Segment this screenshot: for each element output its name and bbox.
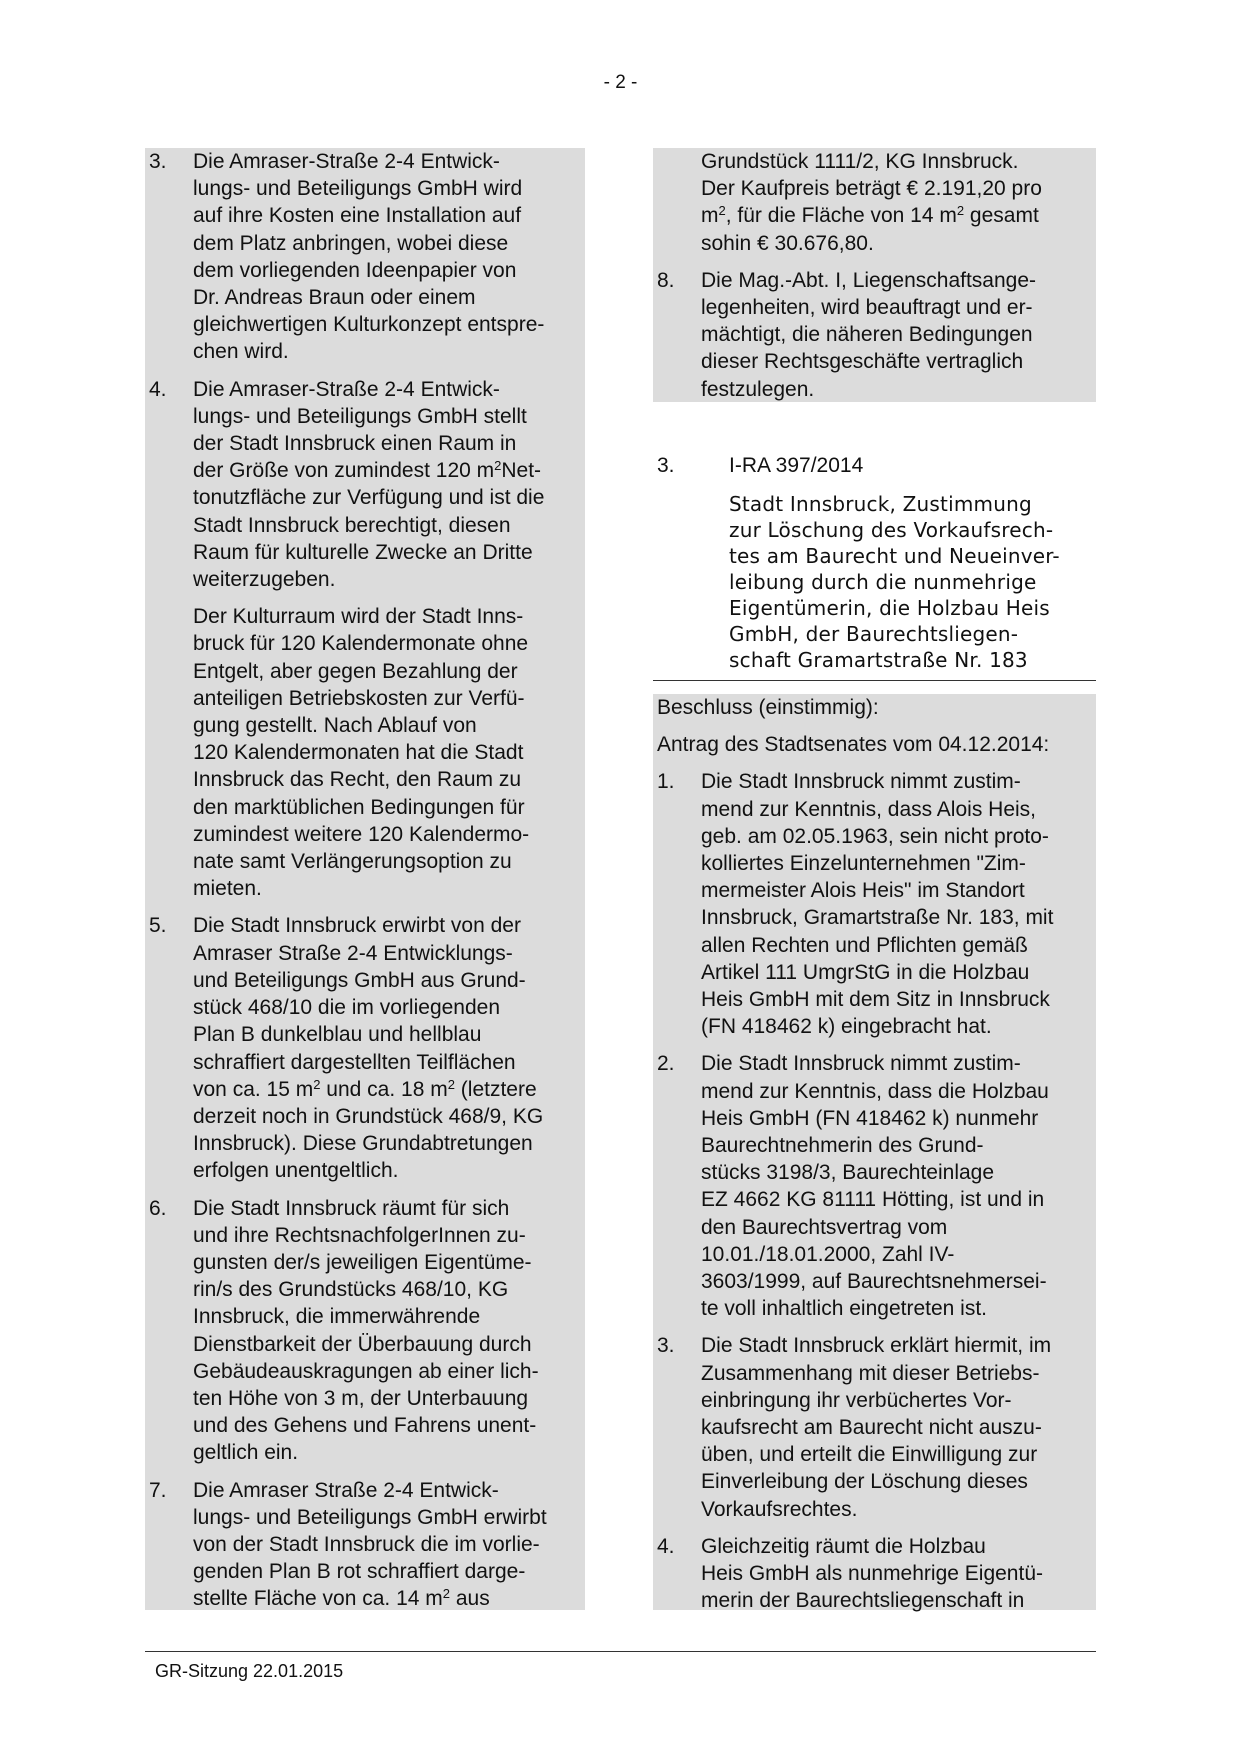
list-item <box>653 1533 1096 1615</box>
item-number: 2. <box>657 1052 675 1076</box>
list-item <box>145 1477 585 1613</box>
item-number: 6. <box>149 1196 167 1220</box>
item-number: 5. <box>149 914 167 938</box>
item-text: Die Stadt Innsbruck nimmt zustim- mend zur Kenntnis, dass Alois Heis, geb. am 02.05.1963, sein nicht proto- kolliertes Einzelunternehmen "Zim- mermeister Alois Heis" im Standort Innsbruck, Gramartstraße Nr. 183, mit allen Rechten und Pflichten gemäß Artikel 111 UmgrStG in die Holzbau Heis GmbH mit dem Sitz in Innsbruck (FN 418462 k) eingebracht hat. <box>701 770 1054 1039</box>
item-continuation: Grundstück 1111/2, KG Innsbruck. Der Kaufpreis beträgt € 2.191,20 pro $m^2$, für die Fläche von 14 $m^2$ gesamt sohin € 30.676,80. <box>701 150 1042 255</box>
item-number: 7. <box>149 1478 167 1502</box>
item-subparagraph: Der Kulturraum wird der Stadt Inns- bruck für 120 Kalendermonate ohne Entgelt, aber gegen Bezahlung der anteiligen Betriebskosten zur Verfü- gung gestellt. Nach Ablauf von 120 Kalendermonaten hat die Stadt Innsbruck das Recht, den Raum zu den marktüblichen Bedingungen für zumindest weitere 120 Kalendermo- nate samt Verlängerungsoption zu mieten. <box>193 605 530 901</box>
list-item <box>653 267 1096 403</box>
list-item <box>653 1050 1096 1322</box>
item-number: 8. <box>657 268 675 292</box>
item-number: 3. <box>149 150 167 173</box>
decision-label: Beschluss (einstimmig): <box>657 696 879 719</box>
list-item <box>145 148 585 366</box>
list-item <box>653 1332 1096 1522</box>
item-text: Die Stadt Innsbruck erklärt hiermit, im Zusammenhang mit dieser Betriebs- einbringung ihr verbüchertes Vor- kaufsrecht am Baurecht nicht auszu- üben, und erteilt die Einwilligung zur Einverleibung der Löschung dieses Vorkaufsrechtes. <box>701 1334 1052 1521</box>
list-item <box>145 912 585 1184</box>
item-text: Die Amraser-Straße 2-4 Entwick- lungs- und Beteiligungs GmbH stellt der Stadt Innsbruck einen Raum in der Größe von zumindest 120 $m^2Net-$ tonutzfläche zur Verfügung und ist die Stadt Innsbruck berechtigt, diesen Raum für kulturelle Zwecke an Dritte weiterzugeben. Der Kulturraum wird der Stadt Inns- bruck für 120 Kalendermonate ohne Entgelt, aber gegen Bezahlung der anteiligen Betriebskosten zur Verfü- gung gestellt. Nach Ablauf von 120 Kalendermonaten hat die Stadt Innsbruck das Recht, den Raum zu den marktüblichen Bedingungen für zumindest weitere 120 Kalendermo- nate samt Verlängerungsoption zu mieten. <box>193 376 585 903</box>
item-text: Gleichzeitig räumt die Holzbau Heis GmbH als nunmehrige Eigentü- merin der Baurechtsliegenschaft in <box>701 1534 1043 1613</box>
footer-divider <box>145 1651 1096 1652</box>
agenda-number: 3. <box>657 454 675 477</box>
right-column-continuation <box>653 148 1096 402</box>
motion-label: Antrag des Stadtsenates vom 04.12.2014: <box>657 733 1050 757</box>
item-number: 4. <box>657 1534 675 1558</box>
item-text: Die Mag.-Abt. I, Liegenschaftsange- legenheiten, wird beauftragt und er- mächtigt, die näheren Bedingungen dieser Rechtsgeschäfte vertraglich festzulegen. <box>701 268 1037 401</box>
list-item <box>145 1195 585 1467</box>
item-text: Die Stadt Innsbruck räumt für sich und ihre RechtsnachfolgerInnen zu- gunsten der/s jeweiligen Eigentüme- rin/s des Grundstücks 468/10, KG Innsbruck, die immerwährende Dienstbarkeit der Überbauung durch Gebäudeauskragungen ab einer lich- ten Höhe von 3 m, der Unterbauung und des Gehens und Fahrens unent- geltlich ein. <box>193 1196 539 1465</box>
item-number: 4. <box>149 377 167 401</box>
item-number: 1. <box>657 770 675 794</box>
left-column <box>145 148 585 1610</box>
list-item <box>653 768 1096 1040</box>
page-number: - 2 - <box>603 72 638 93</box>
agenda-reference: I-RA 397/2014 <box>729 454 864 477</box>
item-text: Die Amraser-Straße 2-4 Entwick- lungs- und Beteiligungs GmbH wird auf ihre Kosten eine Installation auf dem Platz anbringen, wobei diese dem vorliegenden Ideenpapier von Dr. Andreas Braun oder einem gleichwertigen Kulturkonzept entspre- chen wird. <box>193 150 545 364</box>
agenda-item-heading <box>653 452 1096 673</box>
item-number: 3. <box>657 1334 675 1358</box>
list-item <box>145 376 585 903</box>
item-text: Die Stadt Innsbruck erwirbt von der Amraser Straße 2-4 Entwicklungs- und Beteiligungs GmbH aus Grund- stück 468/10 die im vorliegenden Plan B dunkelblau und hellblau schraffiert dargestellten Teilflächen von ca. 15 $m^2$ und ca. 18 $m^2$ (letztere derzeit noch in Grundstück 468/9, KG Innsbruck). Diese Grundabtretungen erfolgen unentgeltlich. <box>193 914 544 1183</box>
heading-divider <box>653 680 1096 681</box>
footer-text: GR-Sitzung 22.01.2015 <box>155 1661 344 1681</box>
item-text: Die Stadt Innsbruck nimmt zustim- mend zur Kenntnis, dass die Holzbau Heis GmbH (FN 418462 k) nunmehr Baurechtnehmerin des Grund- stücks 3198/3, Baurechteinlage EZ 4662 KG 81111 Hötting, ist und in den Baurechtsvertrag vom 10.01./18.01.2000, Zahl IV- 3603/1999, auf Baurechtsnehmersei- te voll inhaltlich eingetreten ist. <box>701 1052 1049 1321</box>
item-text: Die Amraser Straße 2-4 Entwick- lungs- und Beteiligungs GmbH erwirbt von der Stadt Innsbruck die im vorlie- genden Plan B rot schraffiert darge- stellte Fläche von ca. 14 $m^2$ aus <box>193 1478 547 1611</box>
agenda-title: Stadt Innsbruck, Zustimmung zur Löschung des Vorkaufsrech- tes am Baurecht und Neueinver- leibung durch die nunmehrige Eigentümerin, die Holzbau Heis GmbH, der Baurechtsliegen- schaft Gramartstraße Nr. 183 <box>729 492 1060 672</box>
decision-section <box>653 694 1096 1613</box>
